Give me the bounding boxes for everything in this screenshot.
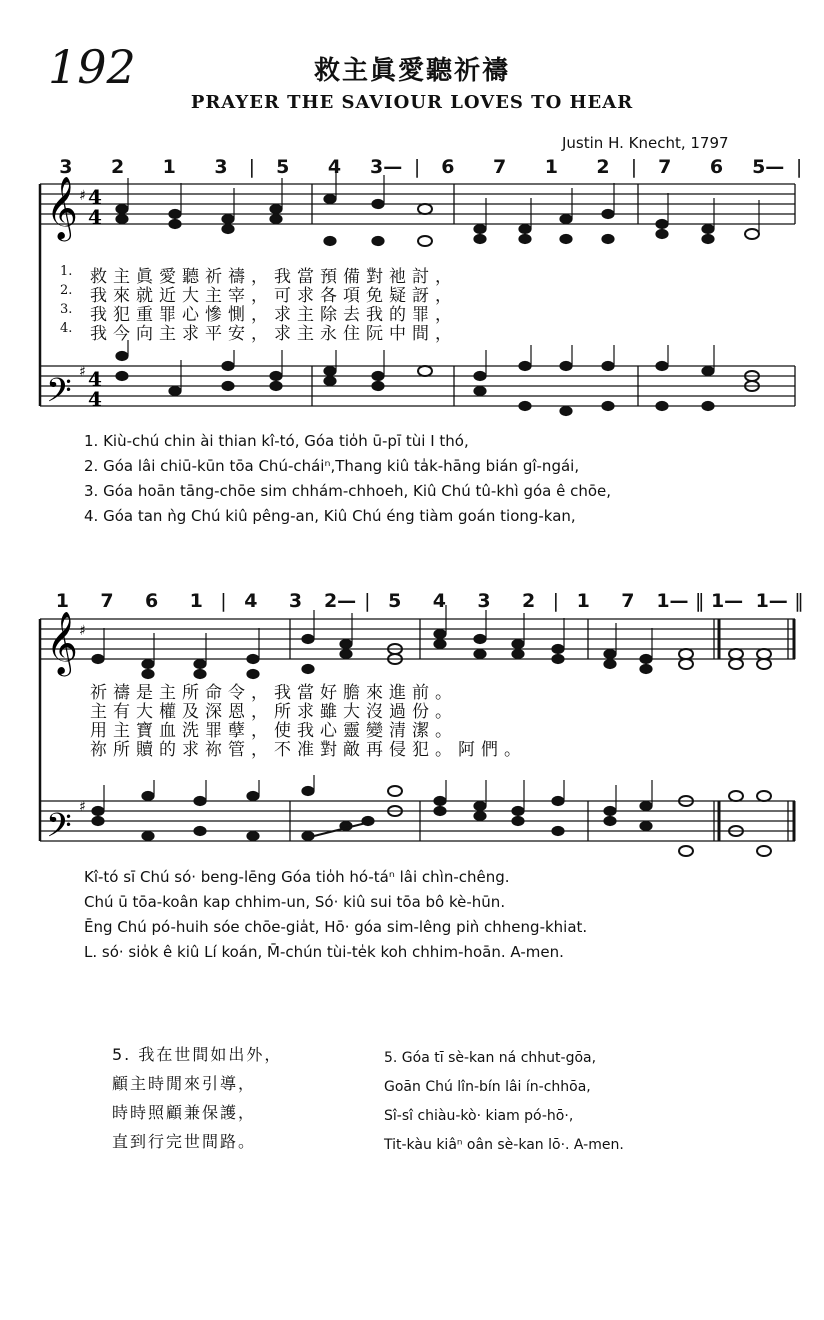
barline: ‖ (794, 590, 804, 612)
note-number: 1 (55, 590, 69, 612)
lyric-line-romanized: Kî-tó sī Chú só· beng-lēng Góa tio̍h hó-táⁿ lâi chìn-chêng. (84, 868, 510, 886)
key-signature-sharp: ♯ (79, 364, 86, 380)
stanza-5-line: 5. Góa tī sè-kan ná chhut-gōa, (384, 1050, 597, 1066)
treble-clef: 𝄞 (46, 611, 78, 674)
note-number: 7 (492, 156, 507, 178)
barline: ‖ (695, 590, 705, 612)
bass-clef: 𝄢 (46, 372, 72, 418)
barline: | (630, 156, 638, 178)
verse-number: 4. (60, 321, 73, 336)
note-number: 1— (656, 590, 689, 612)
lyric-text-chinese: 主有大權及深恩，所求雖大沒過份。 (90, 702, 458, 722)
note-number: 3 (288, 590, 303, 612)
verse-number: 2. (60, 283, 73, 298)
barline: | (220, 590, 227, 612)
svg-text:4: 4 (88, 367, 102, 391)
stanza-5-line: Goān Chú lîn-bín lâi ín-chhōa, (384, 1079, 591, 1095)
key-signature-sharp: ♯ (79, 188, 86, 204)
lyric-line-romanized: 3. Góa hoān tāng-chōe sim chhám-chhoeh, Kiû Chú tû-khì góa ê chōe, (84, 482, 612, 500)
composer-credit: Justin H. Knecht, 1797 (562, 134, 729, 152)
lyric-text-chinese: 救主眞愛聽祈禱，我當預備對祂討， (90, 267, 458, 287)
barline: | (413, 156, 421, 178)
stanza-5-line: 直到行完世間路。 (112, 1132, 257, 1151)
note-number: 2 (110, 156, 125, 178)
verse-number: 3. (60, 302, 73, 317)
note-number: 5— (752, 156, 785, 178)
note-number: 1 (576, 590, 590, 612)
note-number: 3— (370, 156, 403, 178)
treble-notes (116, 170, 759, 246)
verse-number: 1. (60, 264, 73, 279)
note-number: 2— (323, 590, 357, 612)
lyric-line-chinese (60, 319, 795, 344)
lyric-line-chinese (60, 735, 795, 760)
key-signature-sharp: ♯ (79, 799, 86, 815)
lyric-text-chinese: 我今向主求平安，求主永住阮中間， (90, 324, 458, 344)
lyric-text-chinese: 用主寶血洗罪孽，使我心靈變清潔。 (90, 721, 458, 741)
lyric-text-chinese: 祢所贖的求祢管，不准對敵再侵犯。阿們。 (90, 740, 527, 760)
note-number: 2 (521, 590, 536, 612)
note-number: 1— (710, 590, 744, 612)
music-staff-system-1 (0, 170, 824, 590)
lyric-line-romanized: 1. Kiù-chú chin ài thian kî-tó, Góa tio̍h ū-pī tùi I thó, (84, 432, 469, 450)
lyric-line-romanized: 2. Góa lâi chiū-kūn tōa Chú-cháiⁿ,Thang kiû ta̍k-hāng bián gî-ngái, (84, 457, 580, 475)
title-chinese: 救主眞愛聽祈禱 (313, 56, 510, 86)
note-number: 2 (596, 156, 610, 178)
barline: | (364, 590, 371, 612)
stanza-5-line: 時時照顧兼保護， (112, 1103, 257, 1122)
verse-number (60, 735, 90, 760)
time-signature: 4 (88, 185, 102, 209)
lyric-line-romanized: 4. Góa tan ǹg Chú kiû pêng-an, Kiû Chú éng tiàm goán tiong-kan, (84, 507, 576, 525)
barline: | (248, 156, 256, 178)
stanza-5-line: Sî-sî chiàu-kò· kiam pó-hō·, (384, 1108, 574, 1124)
lyric-text-chinese: 我犯重罪心慘惻，求主除去我的罪， (90, 305, 458, 325)
svg-text:4: 4 (88, 387, 102, 411)
note-number: 4 (432, 590, 446, 612)
note-number: 4 (327, 156, 342, 178)
stanza-5-line: 顧主時閒來引導， (112, 1074, 257, 1093)
note-number: 7 (621, 590, 635, 612)
note-number: 4 (244, 590, 258, 612)
bass-notes (92, 775, 771, 856)
barline: | (795, 156, 803, 178)
note-number: 7 (100, 590, 114, 612)
stanza-5-line: Tit-kàu kiâⁿ oân sè-kan lō·. A-men. (384, 1137, 624, 1153)
lyric-text-chinese: 我來就近大主宰，可求各項免疑訝， (90, 286, 458, 306)
bass-notes (116, 340, 759, 416)
note-number: 1— (755, 590, 788, 612)
title-english: PRAYER THE SAVIOUR LOVES TO HEAR (190, 92, 634, 113)
note-number: 1 (544, 156, 558, 178)
stanza-5-line: 5. 我在世間如出外， (112, 1045, 283, 1064)
lyric-line-romanized: Chú ū tōa-koân kap chhim-un, Só· kiû sui tōa bô kè-hūn. (84, 893, 506, 911)
barline: | (552, 590, 560, 612)
note-number: 5 (388, 590, 402, 612)
note-number: 6 (709, 156, 724, 178)
note-number: 1 (162, 156, 176, 178)
lyric-line-romanized: L. só· sio̍k ê kiû Lí koán, M̄-chún tùi-te̍k koh chhim-hoān. A-men. (84, 943, 564, 961)
treble-notes (92, 605, 771, 679)
treble-clef: 𝄞 (46, 176, 78, 239)
note-number: 3 (214, 156, 228, 178)
note-number: 6 (441, 156, 455, 178)
note-number: 6 (144, 590, 159, 612)
lyric-text-chinese: 祈禱是主所命令，我當好膽來進前。 (90, 683, 458, 703)
lyric-line-romanized: Ēng Chú pó-huih sóe chōe-gia̍t, Hō· góa sim-lêng piǹ chheng-khiat. (84, 918, 588, 936)
svg-text:4: 4 (88, 205, 102, 229)
note-number: 3 (59, 156, 73, 178)
note-number: 5 (276, 156, 290, 178)
key-signature-sharp: ♯ (79, 623, 86, 639)
hymn-number: 192 (48, 40, 136, 94)
bass-clef: 𝄢 (46, 807, 72, 853)
note-number: 7 (658, 156, 672, 178)
note-number: 3 (477, 590, 491, 612)
note-number: 1 (189, 590, 203, 612)
